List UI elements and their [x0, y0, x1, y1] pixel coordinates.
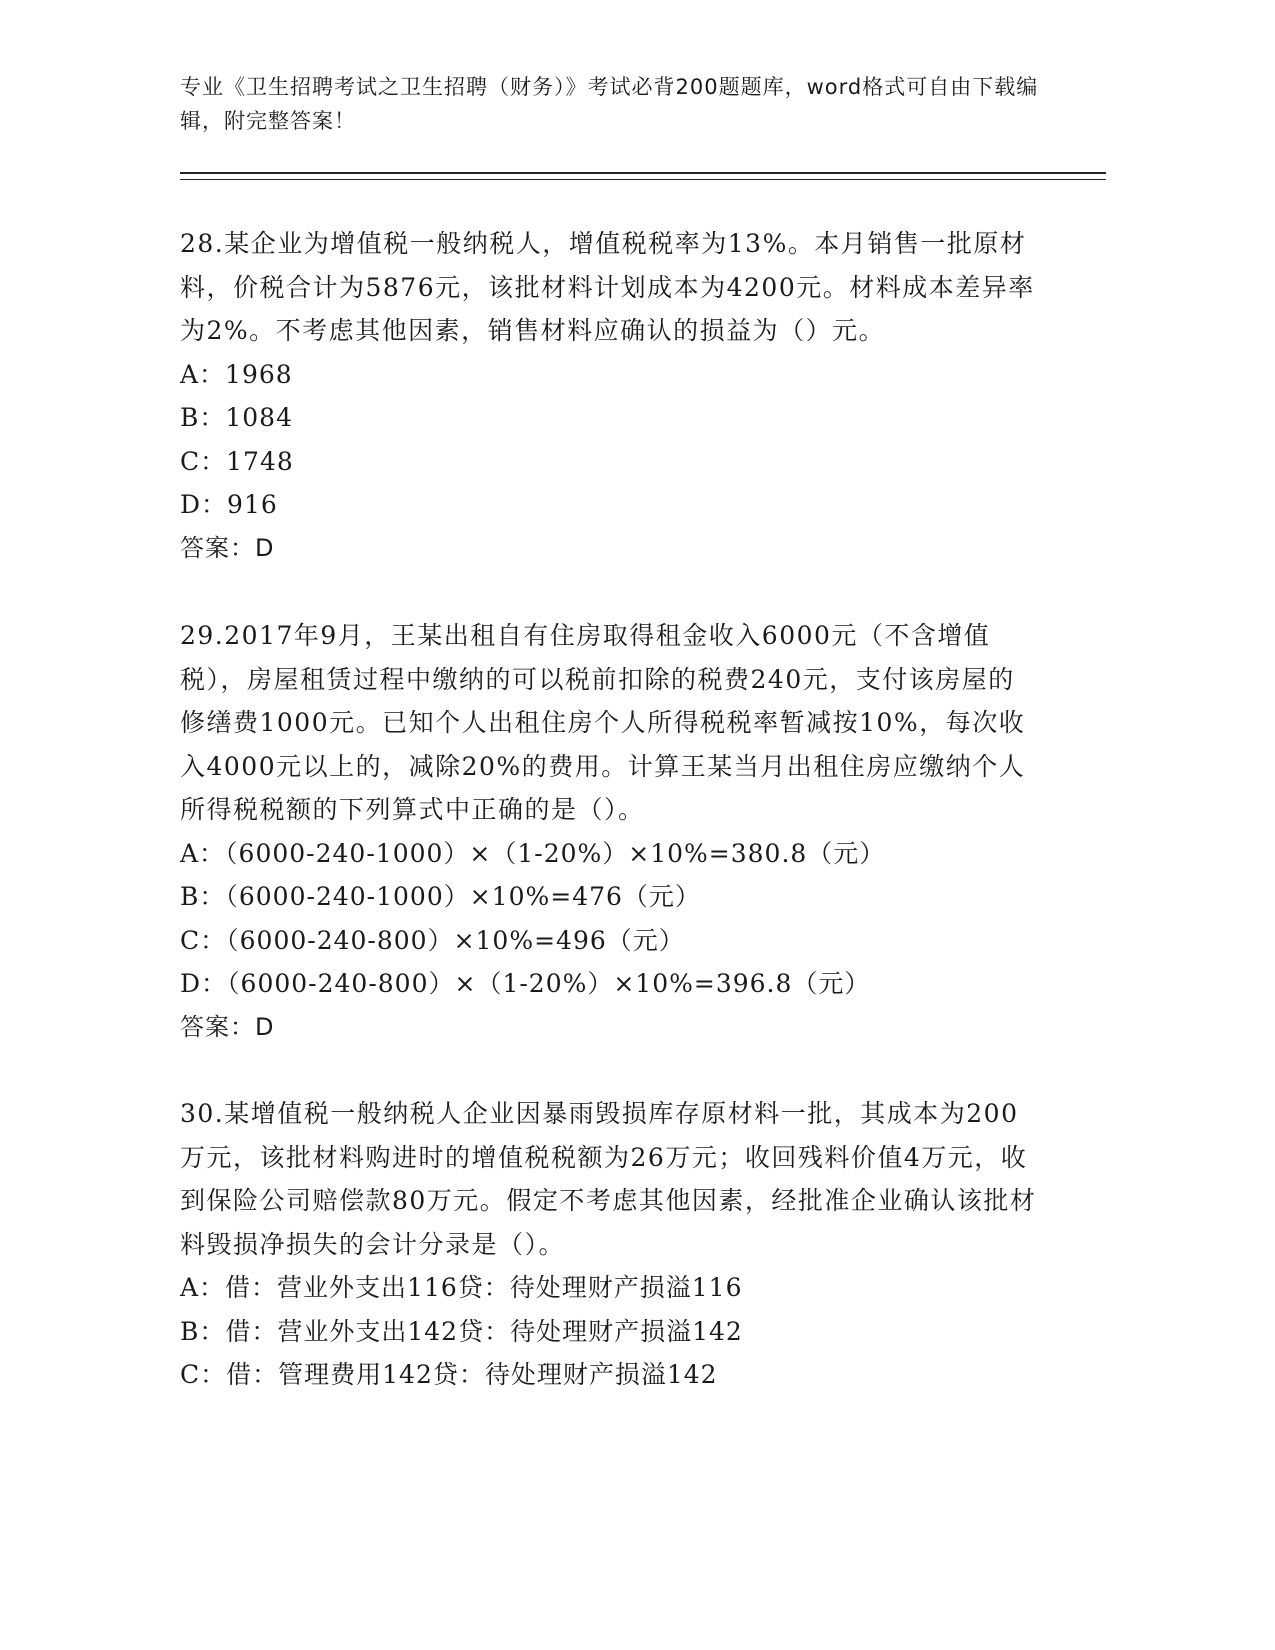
- option-b: B：（6000-240-1000）×10%=476（元）: [180, 882, 701, 911]
- option-a: A：1968: [180, 359, 293, 389]
- option-c: C：（6000-240-800）×10%=496（元）: [180, 925, 685, 955]
- header-rule-thin: [180, 179, 1106, 180]
- option-b: B：1084: [180, 403, 293, 432]
- answer: 答案：D: [180, 1012, 275, 1041]
- option-d: D：（6000-240-800）×（1-20%）×10%=396.8（元）: [180, 969, 871, 998]
- option-a: A：（6000-240-1000）×（1-20%）×10%=380.8（元）: [180, 838, 886, 868]
- question-29: [180, 614, 1040, 1049]
- option-c: C：借：管理费用142贷：待处理财产损溢142: [180, 1360, 718, 1389]
- answer: 答案：D: [180, 533, 275, 562]
- question-28: [180, 222, 1040, 570]
- document-header: 专业《卫生招聘考试之卫生招聘（财务）》考试必背200题题库，word格式可自由下载编辑，附完整答案！: [180, 75, 1039, 133]
- option-d: D：916: [180, 490, 278, 519]
- option-c: C：1748: [180, 446, 294, 476]
- question-stem: 30.某增值税一般纳税人企业因暴雨毁损库存原材料一批，其成本为200万元，该批材料购进时的增值税税额为26万元；收回残料价值4万元，收到保险公司赔偿款80万元。假定不考虑其他因素，经批准企业确认该批材料毁损净损失的会计分录是（）。: [180, 1099, 1037, 1259]
- option-b: B：借：营业外支出142贷：待处理财产损溢142: [180, 1316, 743, 1346]
- option-a: A：借：营业外支出116贷：待处理财产损溢116: [180, 1273, 743, 1302]
- header-rule-thick: [180, 172, 1106, 174]
- question-stem: 29.2017年9月，王某出租自有住房取得租金收入6000元（不含增值税），房屋租赁过程中缴纳的可以税前扣除的税费240元，支付该房屋的修缮费1000元。已知个人出租住房个人所得税税率暂减按10%，每次收入4000元以上的，减除20%的费用。计算王某当月出租住房应缴纳个人所得税税额的下列算式中正确的是（）。: [180, 621, 1026, 824]
- question-30: [180, 1092, 1040, 1397]
- question-stem: 28.某企业为增值税一般纳税人，增值税税率为13%。本月销售一批原材料，价税合计为5876元，该批材料计划成本为4200元。材料成本差异率为2%。不考虑其他因素，销售材料应确认的损益为（）元。: [180, 229, 1035, 345]
